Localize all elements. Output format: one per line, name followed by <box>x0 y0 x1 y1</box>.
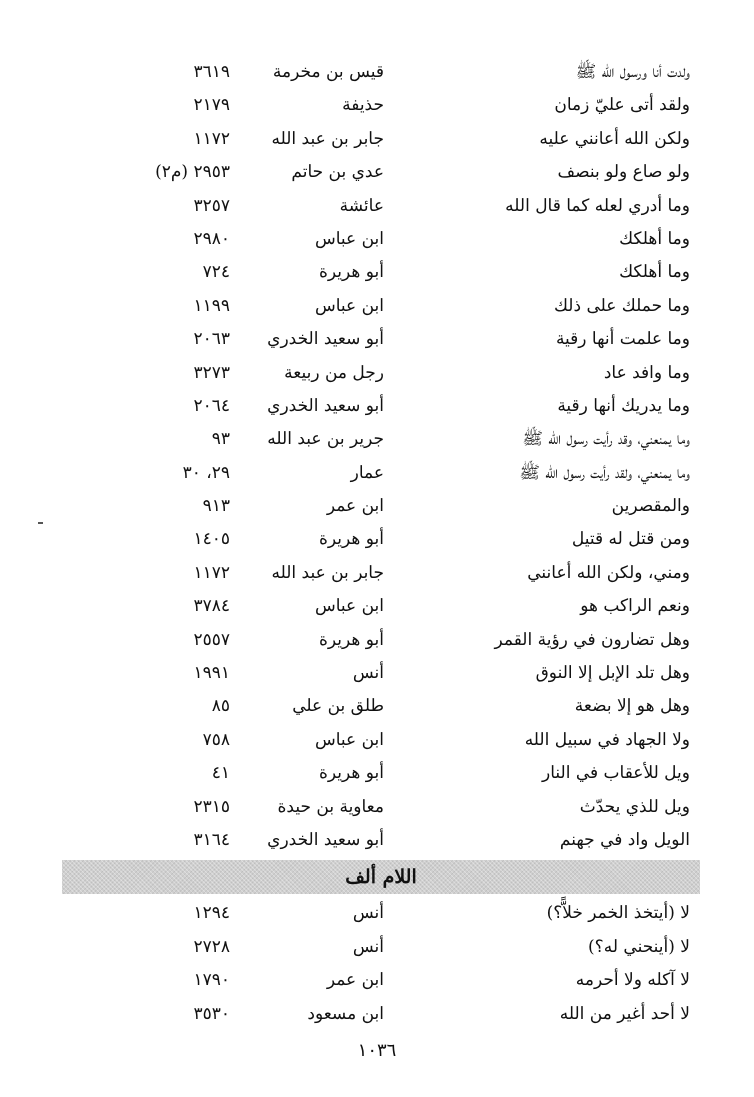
table-row <box>0 123 754 156</box>
table-row <box>0 490 754 523</box>
narrator-name: أنس <box>352 903 384 924</box>
hadith-text: وهل تلد الإبل إلا النوق <box>535 663 690 684</box>
narrator-name: ابن عباس <box>314 228 384 249</box>
section-header <box>62 860 700 894</box>
hadith-text: وما يمنعني، وقد رأيت رسول الله ﷺ <box>522 429 690 450</box>
narrator-name: عدي بن حاتم <box>291 162 384 183</box>
table-row <box>0 390 754 423</box>
hadith-number: ٤١ <box>211 763 230 784</box>
table-row <box>0 657 754 690</box>
narrator-name: طلق بن علي <box>292 696 384 717</box>
table-row <box>0 624 754 657</box>
table-row <box>0 89 754 122</box>
hadith-number: ٢٥٥٧ <box>193 629 230 650</box>
narrator-name: أنس <box>352 936 384 957</box>
hadith-text: ولو صاع ولو بنصف <box>557 162 690 183</box>
index-table <box>0 56 754 1031</box>
hadith-number: ١٢٩٤ <box>193 903 230 924</box>
hadith-text: ولا الجهاد في سبيل الله <box>524 729 690 750</box>
table-row <box>0 791 754 824</box>
hadith-text: ولكن الله أعانني عليه <box>539 128 690 149</box>
table-row <box>0 998 754 1031</box>
hadith-number: ١٤٠٥ <box>193 529 230 550</box>
hadith-text: الويل واد في جهنم <box>559 829 690 850</box>
hadith-number: ١٩٩١ <box>193 663 230 684</box>
narrator-name: معاوية بن حيدة <box>277 796 384 817</box>
hadith-text: وما وافد عاد <box>603 362 690 383</box>
table-row <box>0 323 754 356</box>
table-row <box>0 557 754 590</box>
hadith-number: ٣١٦٤ <box>193 829 230 850</box>
narrator-name: ابن مسعود <box>307 1003 384 1024</box>
hadith-number: ١٧٩٠ <box>193 970 230 991</box>
table-row <box>0 290 754 323</box>
narrator-name: أبو هريرة <box>318 262 384 283</box>
hadith-number: ٣٢٥٧ <box>193 195 230 216</box>
hadith-number: ٢٩، ٣٠ <box>182 462 230 483</box>
table-row <box>0 824 754 857</box>
hadith-number: ٢٣١٥ <box>193 796 230 817</box>
narrator-name: ابن عباس <box>314 295 384 316</box>
section-title: اللام ألف <box>345 866 417 889</box>
narrator-name: جابر بن عبد الله <box>271 562 384 583</box>
table-row <box>0 156 754 189</box>
narrator-name: حذيفة <box>342 95 384 116</box>
hadith-text: وهل هو إلا بضعة <box>574 696 690 717</box>
hadith-text: لا آكله ولا أحرمه <box>575 970 690 991</box>
table-row <box>0 457 754 490</box>
hadith-text: وما أهلكك <box>619 228 690 249</box>
hadith-text: وما يدريك أنها رقية <box>557 395 690 416</box>
narrator-name: ابن عباس <box>314 729 384 750</box>
hadith-number: ٢٩٨٠ <box>193 228 230 249</box>
narrator-name: ابن عمر <box>326 970 384 991</box>
hadith-number: ١١٧٢ <box>193 562 230 583</box>
table-row <box>0 190 754 223</box>
narrator-name: عمار <box>350 462 384 483</box>
hadith-text: وما أدري لعله كما قال الله <box>505 195 690 216</box>
narrator-name: أبو سعيد الخدري <box>267 395 384 416</box>
table-row <box>0 357 754 390</box>
hadith-number: ٢١٧٩ <box>193 95 230 116</box>
hadith-number: ٣٥٣٠ <box>193 1003 230 1024</box>
hadith-number: ٣٧٨٤ <box>193 596 230 617</box>
hadith-text: والمقصرين <box>611 496 690 517</box>
hadith-text: ويل للذي يحدّث <box>579 796 690 817</box>
narrator-name: أبو هريرة <box>318 529 384 550</box>
hadith-text: لا (أينحني له؟) <box>588 936 690 957</box>
rows-group-after <box>0 897 754 1031</box>
hadith-number: ٩٣ <box>211 429 230 450</box>
narrator-name: رجل من ربيعة <box>284 362 384 383</box>
hadith-text: وما علمت أنها رقية <box>555 329 690 350</box>
hadith-text: ويل للأعقاب في النار <box>542 763 690 784</box>
hadith-number: ٧٥٨ <box>202 729 230 750</box>
table-row <box>0 690 754 723</box>
hadith-text: وما حملك على ذلك <box>553 295 690 316</box>
table-row <box>0 523 754 556</box>
hadith-number: ٣٦١٩ <box>193 62 230 82</box>
table-row <box>0 897 754 930</box>
hadith-number: ٩١٣ <box>202 496 230 517</box>
table-row <box>0 724 754 757</box>
hadith-text: وما يمنعني، ولقد رأيت رسول الله ﷺ <box>519 462 690 483</box>
hadith-number: ٢٧٢٨ <box>193 936 230 957</box>
table-row <box>0 56 754 89</box>
narrator-name: أبو هريرة <box>318 629 384 650</box>
narrator-name: أبو سعيد الخدري <box>267 329 384 350</box>
narrator-name: قيس بن مخرمة <box>272 62 384 82</box>
hadith-text: ولدت أنا ورسول الله ﷺ <box>575 62 690 82</box>
table-row <box>0 256 754 289</box>
hadith-number: ٣٢٧٣ <box>193 362 230 383</box>
table-row <box>0 964 754 997</box>
narrator-name: جرير بن عبد الله <box>267 429 384 450</box>
narrator-name: ابن عباس <box>314 596 384 617</box>
table-row <box>0 423 754 456</box>
narrator-name: ابن عمر <box>326 496 384 517</box>
narrator-name: أبو هريرة <box>318 763 384 784</box>
narrator-name: أنس <box>352 663 384 684</box>
hadith-number: ١١٩٩ <box>193 295 230 316</box>
hadith-text: ومن قتل له قتيل <box>571 529 690 550</box>
hadith-text: لا (أيتخذ الخمر خلاًّ؟) <box>546 903 690 924</box>
table-row <box>0 223 754 256</box>
hadith-text: ونعم الراكب هو <box>580 596 690 617</box>
hadith-text: وهل تضارون في رؤية القمر <box>494 629 690 650</box>
hadith-number: ٢٠٦٤ <box>193 395 230 416</box>
narrator-name: عائشة <box>339 195 384 216</box>
page-number: ١٠٣٦ <box>357 1040 397 1061</box>
hadith-text: لا أحد أغير من الله <box>559 1003 690 1024</box>
hadith-number: ٢٩٥٣ (م٢) <box>155 162 230 183</box>
narrator-name: أبو سعيد الخدري <box>267 829 384 850</box>
table-row <box>0 757 754 790</box>
hadith-text: ولقد أتى عليّ زمان <box>554 95 690 116</box>
hadith-text: ومني، ولكن الله أعانني <box>527 562 690 583</box>
narrator-name: جابر بن عبد الله <box>271 128 384 149</box>
hadith-text: وما أهلكك <box>619 262 690 283</box>
table-row <box>0 590 754 623</box>
rows-group-before <box>0 56 754 857</box>
table-row <box>0 931 754 964</box>
hadith-number: ٢٠٦٣ <box>193 329 230 350</box>
stray-mark <box>38 522 43 524</box>
hadith-number: ٨٥ <box>211 696 230 717</box>
hadith-number: ٧٢٤ <box>202 262 230 283</box>
hadith-number: ١١٧٢ <box>193 128 230 149</box>
